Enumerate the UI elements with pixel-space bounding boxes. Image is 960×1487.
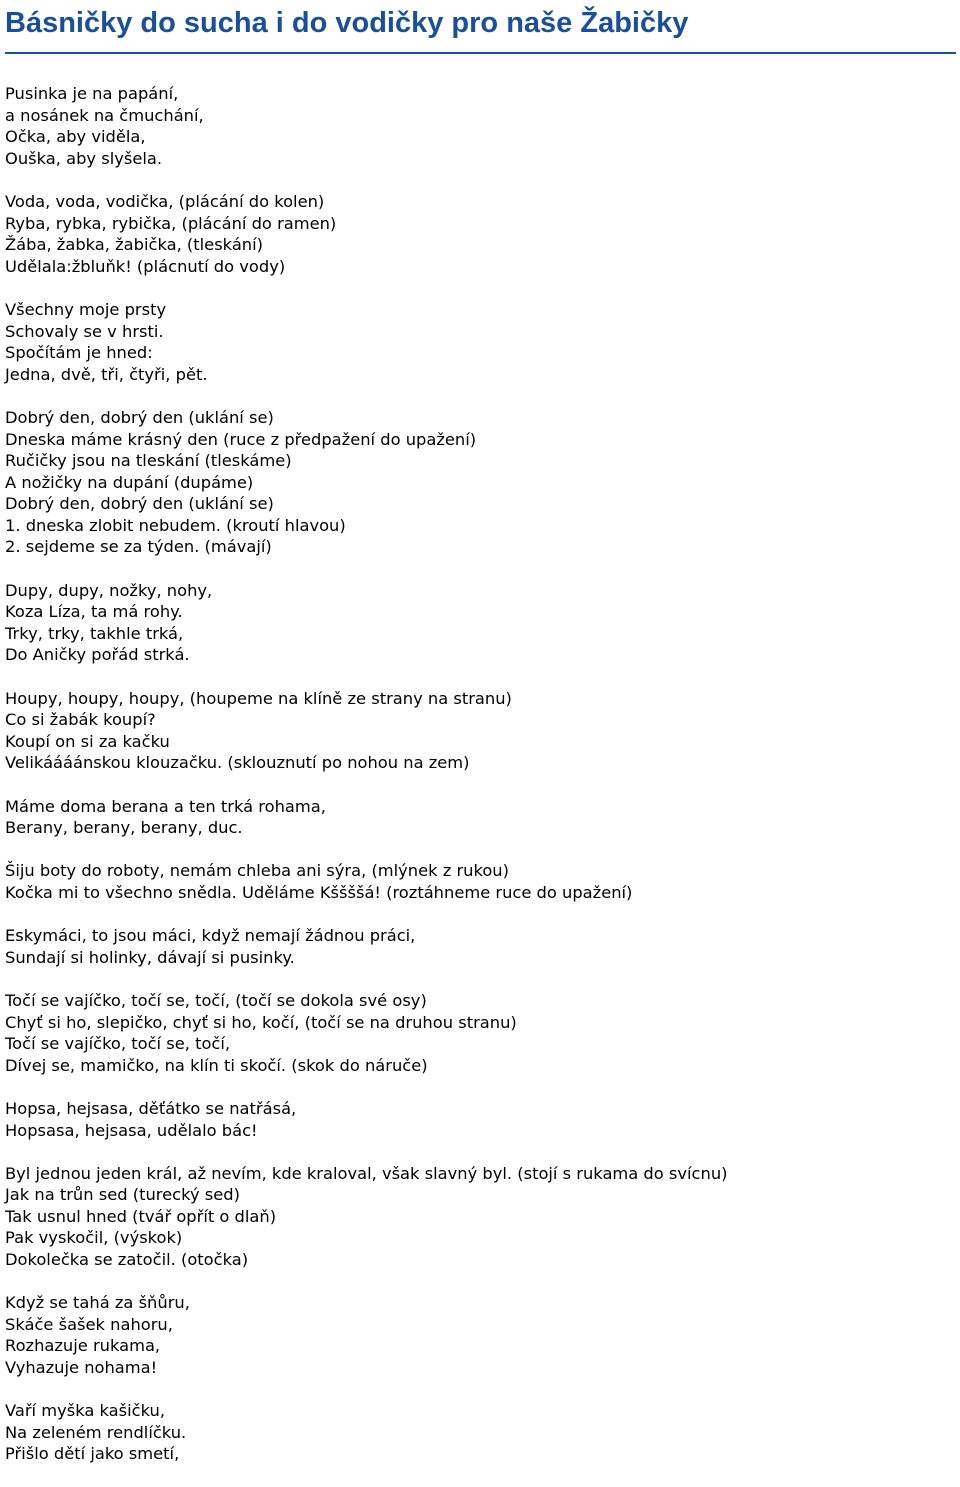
- poem-line: Schovaly se v hrsti.: [5, 321, 164, 341]
- poem-line: Spočítám je hned:: [5, 343, 153, 363]
- poem-line: Ručičky jsou na tleskání (tleskáme): [5, 451, 292, 471]
- poem-line: Eskymáci, to jsou máci, když nemají žádnou práci,: [5, 926, 416, 946]
- poem-line: Točí se vajíčko, točí se, točí, (točí se dokola své osy): [5, 990, 427, 1010]
- poem-line: Všechny moje prsty: [5, 299, 167, 319]
- poem-line: 1. dneska zlobit nebudem. (kroutí hlavou): [5, 515, 346, 535]
- poem-line: a nosánek na čmuchání,: [5, 105, 204, 125]
- poem-stanza: [5, 688, 955, 774]
- poem-line: Do Aničky pořád strká.: [5, 645, 190, 665]
- poem-line: Hopsasa, hejsasa, udělalo bác!: [5, 1120, 258, 1140]
- poem-line: Ouška, aby slyšela.: [5, 148, 163, 168]
- poem-line: Dobrý den, dobrý den (uklání se): [5, 494, 274, 514]
- poem-line: Rozhazuje rukama,: [5, 1336, 161, 1356]
- poem-line: Trky, trky, takhle trká,: [5, 623, 184, 643]
- poem-line: Berany, berany, berany, duc.: [5, 818, 243, 838]
- poem-line: Očka, aby viděla,: [5, 127, 146, 147]
- poem-line: Velikáááánskou klouzačku. (sklouznutí po nohou na zem): [5, 753, 470, 773]
- poem-line: Udělala:žbluňk! (plácnutí do vody): [5, 256, 286, 276]
- poem-line: Byl jednou jeden král, až nevím, kde kraloval, však slavný byl. (stojí s rukama do svícnu): [5, 1163, 728, 1183]
- poem-line: Sundají si holinky, dávají si pusinky.: [5, 947, 295, 967]
- poem-stanza: [5, 191, 955, 277]
- poem-stanza: [5, 1292, 955, 1378]
- poem-line: Vaří myška kašičku,: [5, 1401, 166, 1421]
- poem-line: Dokolečka se zatočil. (otočka): [5, 1250, 249, 1270]
- poem-line: Ryba, rybka, rybička, (plácání do ramen): [5, 213, 337, 233]
- poem-line: Žába, žabka, žabička, (tleskání): [5, 235, 263, 255]
- poem-line: 2. sejdeme se za týden. (mávají): [5, 537, 272, 557]
- poem-stanza: [5, 796, 955, 839]
- poem-line: Pusinka je na papání,: [5, 84, 179, 103]
- poem-line: Když se tahá za šňůru,: [5, 1293, 190, 1313]
- poem-line: Přišlo dětí jako smetí,: [5, 1444, 180, 1464]
- poem-line: Dneska máme krásný den (ruce z předpažení do upažení): [5, 429, 477, 449]
- poem-line: Koupí on si za kačku: [5, 731, 170, 751]
- poem-line: Jak na trůn sed (turecký sed): [5, 1185, 240, 1205]
- poem-line: Dupy, dupy, nožky, nohy,: [5, 580, 213, 600]
- poem-line: Houpy, houpy, houpy, (houpeme na klíně ze strany na stranu): [5, 688, 512, 708]
- poem-line: Na zeleném rendlíčku.: [5, 1422, 187, 1442]
- poem-line: Tak usnul hned (tvář opřít o dlaň): [5, 1206, 277, 1226]
- poem-stanza: [5, 1163, 955, 1271]
- poem-stanza: [5, 925, 955, 968]
- poem-line: Co si žabák koupí?: [5, 710, 156, 730]
- poem-stanza: [5, 580, 955, 666]
- poem-line: Pak vyskočil, (výskok): [5, 1228, 183, 1248]
- poem-stanza: [5, 990, 955, 1076]
- poem-line: Koza Líza, ta má rohy.: [5, 602, 183, 622]
- poem-line: Točí se vajíčko, točí se, točí,: [5, 1034, 231, 1054]
- poem-line: Vyhazuje nohama!: [5, 1358, 158, 1378]
- title-divider: [5, 52, 956, 54]
- poem-stanza: [5, 83, 955, 169]
- poem-stanza: [5, 1098, 955, 1141]
- poem-line: Skáče šašek nahoru,: [5, 1314, 173, 1334]
- poem-stanza: [5, 860, 955, 903]
- poem-line: Dobrý den, dobrý den (uklání se): [5, 407, 274, 427]
- poem-line: Dívej se, mamičko, na klín ti skočí. (skok do náruče): [5, 1055, 428, 1075]
- poem-stanza: [5, 1400, 955, 1465]
- poem-line: Jedna, dvě, tři, čtyři, pět.: [5, 364, 208, 384]
- poem-line: A nožičky na dupání (dupáme): [5, 472, 254, 492]
- poem-line: Kočka mi to všechno snědla. Uděláme Kššššá! (roztáhneme ruce do upažení): [5, 882, 633, 902]
- poem-stanza: [5, 407, 955, 558]
- poem-line: Hopsa, hejsasa, děťátko se natřásá,: [5, 1098, 297, 1118]
- poem-line: Máme doma berana a ten trká rohama,: [5, 796, 326, 816]
- poem-line: Voda, voda, vodička, (plácání do kolen): [5, 191, 325, 211]
- poem-line: Šiju boty do roboty, nemám chleba ani sýra, (mlýnek z rukou): [5, 861, 509, 881]
- poem-stanza: [5, 299, 955, 385]
- poem-list: [5, 83, 955, 1487]
- page-title: Básničky do sucha i do vodičky pro naše Žabičky: [5, 7, 689, 39]
- poem-line: Chyť si ho, slepičko, chyť si ho, kočí, (točí se na druhou stranu): [5, 1012, 517, 1032]
